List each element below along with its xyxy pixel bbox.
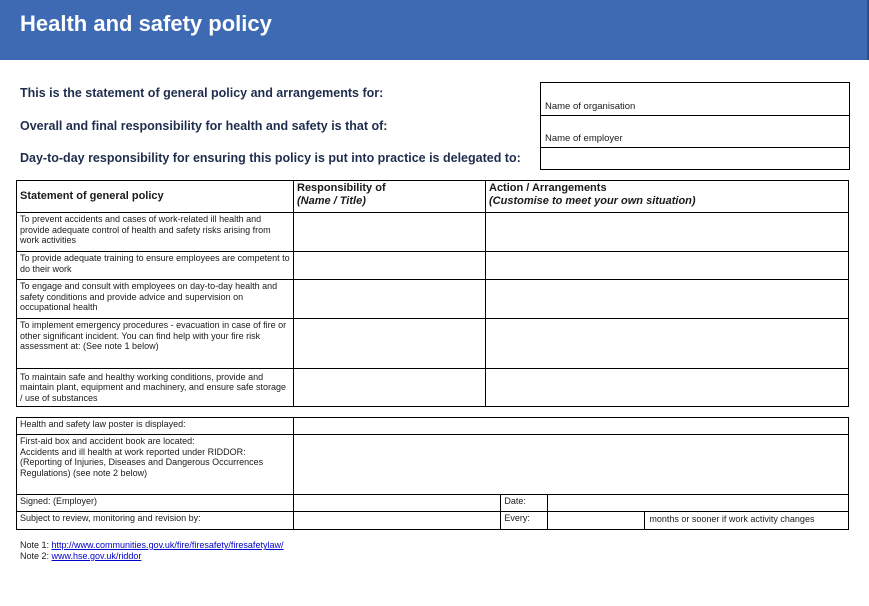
policy-row-label: To provide adequate training to ensure employees are competent to do their work	[17, 252, 294, 280]
responsibility-cell[interactable]	[294, 369, 486, 407]
employer-field[interactable]	[541, 116, 849, 148]
arrangements-table	[16, 417, 849, 530]
responsibility-cell[interactable]	[294, 213, 486, 252]
responsibility-cell[interactable]	[294, 319, 486, 369]
organisation-field[interactable]	[541, 83, 849, 116]
review-frequency-cell	[548, 512, 849, 530]
action-cell[interactable]	[486, 280, 849, 319]
col-header-statement: Statement of general policy	[17, 181, 294, 213]
note-1-link[interactable]: http://www.communities.gov.uk/fire/firesafety/firesafetylaw/	[51, 540, 284, 550]
action-cell[interactable]	[486, 252, 849, 280]
col-header-responsibility: Responsibility of (Name / Title)	[294, 181, 486, 213]
col-header-action: Action / Arrangements (Customise to meet your own situation)	[486, 181, 849, 213]
months-field[interactable]	[548, 512, 645, 529]
policy-table	[16, 180, 849, 407]
footnotes	[20, 540, 283, 562]
employer-label: Name of employer	[545, 133, 623, 144]
statement-overall-responsibility: Overall and final responsibility for health and safety is that of:	[20, 119, 388, 133]
action-cell[interactable]	[486, 213, 849, 252]
action-cell[interactable]	[486, 369, 849, 407]
policy-row-label: To maintain safe and healthy working conditions, provide and maintain plant, equipment and machinery, and ensure safe storage / use of substances	[17, 369, 294, 407]
months-label: months or sooner if work activity changes	[649, 514, 815, 524]
note-1: Note 1: http://www.communities.gov.uk/fire/firesafety/firesafetylaw/	[20, 540, 284, 550]
page-title: Health and safety policy	[20, 11, 272, 36]
policy-row-label: To engage and consult with employees on day-to-day health and safety conditions and provide advice and supervision on occupational health	[17, 280, 294, 319]
date-field[interactable]	[548, 495, 849, 512]
note-2-link[interactable]: www.hse.gov.uk/riddor	[51, 551, 142, 561]
every-label: Every:	[501, 512, 548, 530]
signed-label: Signed: (Employer)	[17, 495, 294, 512]
responsibility-cell[interactable]	[294, 252, 486, 280]
policy-row-label: To prevent accidents and cases of work-related ill health and provide adequate control of health and safety risks arising from work activities	[17, 213, 294, 252]
poster-location-field[interactable]	[294, 418, 849, 435]
statement-policy-for: This is the statement of general policy and arrangements for:	[20, 86, 384, 100]
policy-row-label: To implement emergency procedures - evacuation in case of fire or other significant incident. You can find help with your fire risk assessment at: (See note 1 below)	[17, 319, 294, 369]
review-by-field[interactable]	[294, 512, 501, 530]
note-2: Note 2: www.hse.gov.uk/riddor	[20, 551, 142, 561]
name-fields-box	[540, 82, 850, 170]
responsibility-cell[interactable]	[294, 280, 486, 319]
signature-field[interactable]	[294, 495, 501, 512]
poster-label: Health and safety law poster is displayed:	[17, 418, 294, 435]
first-aid-label: First-aid box and accident book are located: Accidents and ill health at work reported under RIDDOR: (Reporting of Injuries, Diseases and Dangerous Occurrences Regulations) (see note 2 below)	[17, 435, 294, 495]
title-banner	[0, 0, 869, 60]
action-cell[interactable]	[486, 319, 849, 369]
review-label: Subject to review, monitoring and revision by:	[17, 512, 294, 530]
first-aid-location-field[interactable]	[294, 435, 849, 495]
statement-day-to-day: Day-to-day responsibility for ensuring this policy is put into practice is delegated to:	[20, 151, 521, 165]
date-label: Date:	[501, 495, 548, 512]
organisation-label: Name of organisation	[545, 101, 636, 112]
delegate-field[interactable]	[541, 148, 849, 169]
